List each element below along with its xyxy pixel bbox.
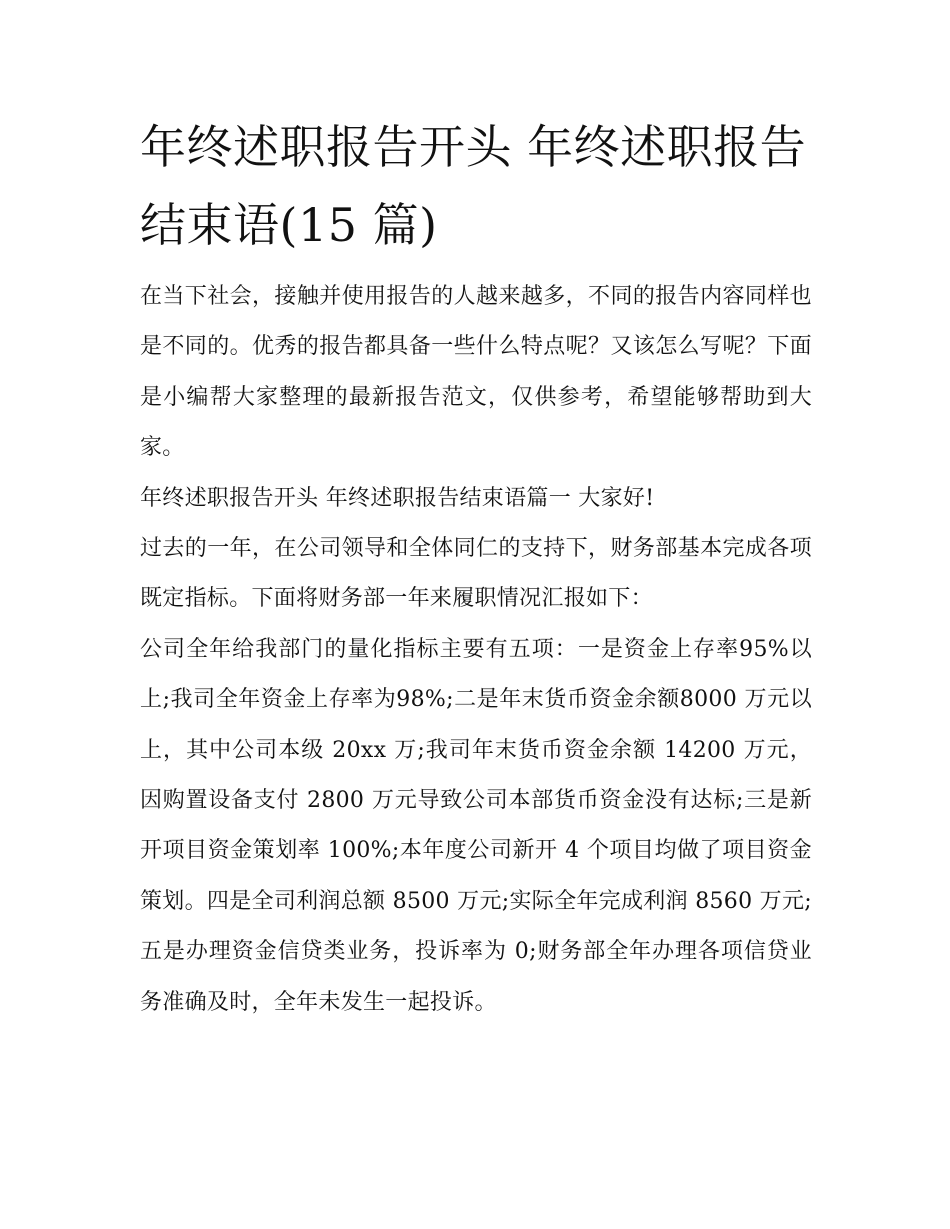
intro-paragraph: 在当下社会，接触并使用报告的人越来越多，不同的报告内容同样也是不同的。优秀的报告都具备一些什么特点呢？又该怎么写呢？下面是小编帮大家整理的最新报告范文，仅供参考，希望能够帮助到大家。 bbox=[140, 284, 812, 461]
document-title: 年终述职报告开头 年终述职报告结束语(15 篇) bbox=[140, 120, 807, 252]
section-heading-paragraph: 年终述职报告开头 年终述职报告结束语篇一 大家好! bbox=[140, 485, 655, 511]
summary-paragraph: 过去的一年，在公司领导和全体同仁的支持下，财务部基本完成各项既定指标。下面将财务部一年来履职情况汇报如下： bbox=[140, 536, 812, 612]
document-body bbox=[140, 108, 812, 1028]
metrics-paragraph: 公司全年给我部门的量化指标主要有五项：一是资金上存率95%以上;我司全年资金上存率为98%;二是年末货币资金余额8000 万元以上，其中公司本级 20xx 万;我司年末货币资金余额 14200 万元，因购置设备支付 2800 万元导致公司本部货币资金没有达标;三是新开项目资金策划率 100%;本年度公司新开 4 个项目均做了项目资金策划。四是全司利润总额 8500 万元;实际全年完成利润 8560 万元;五是办理资金信贷类业务，投诉率为 0;财务部全年办理各项信贷业务准确及时，全年未发生一起投诉。 bbox=[140, 636, 812, 1015]
